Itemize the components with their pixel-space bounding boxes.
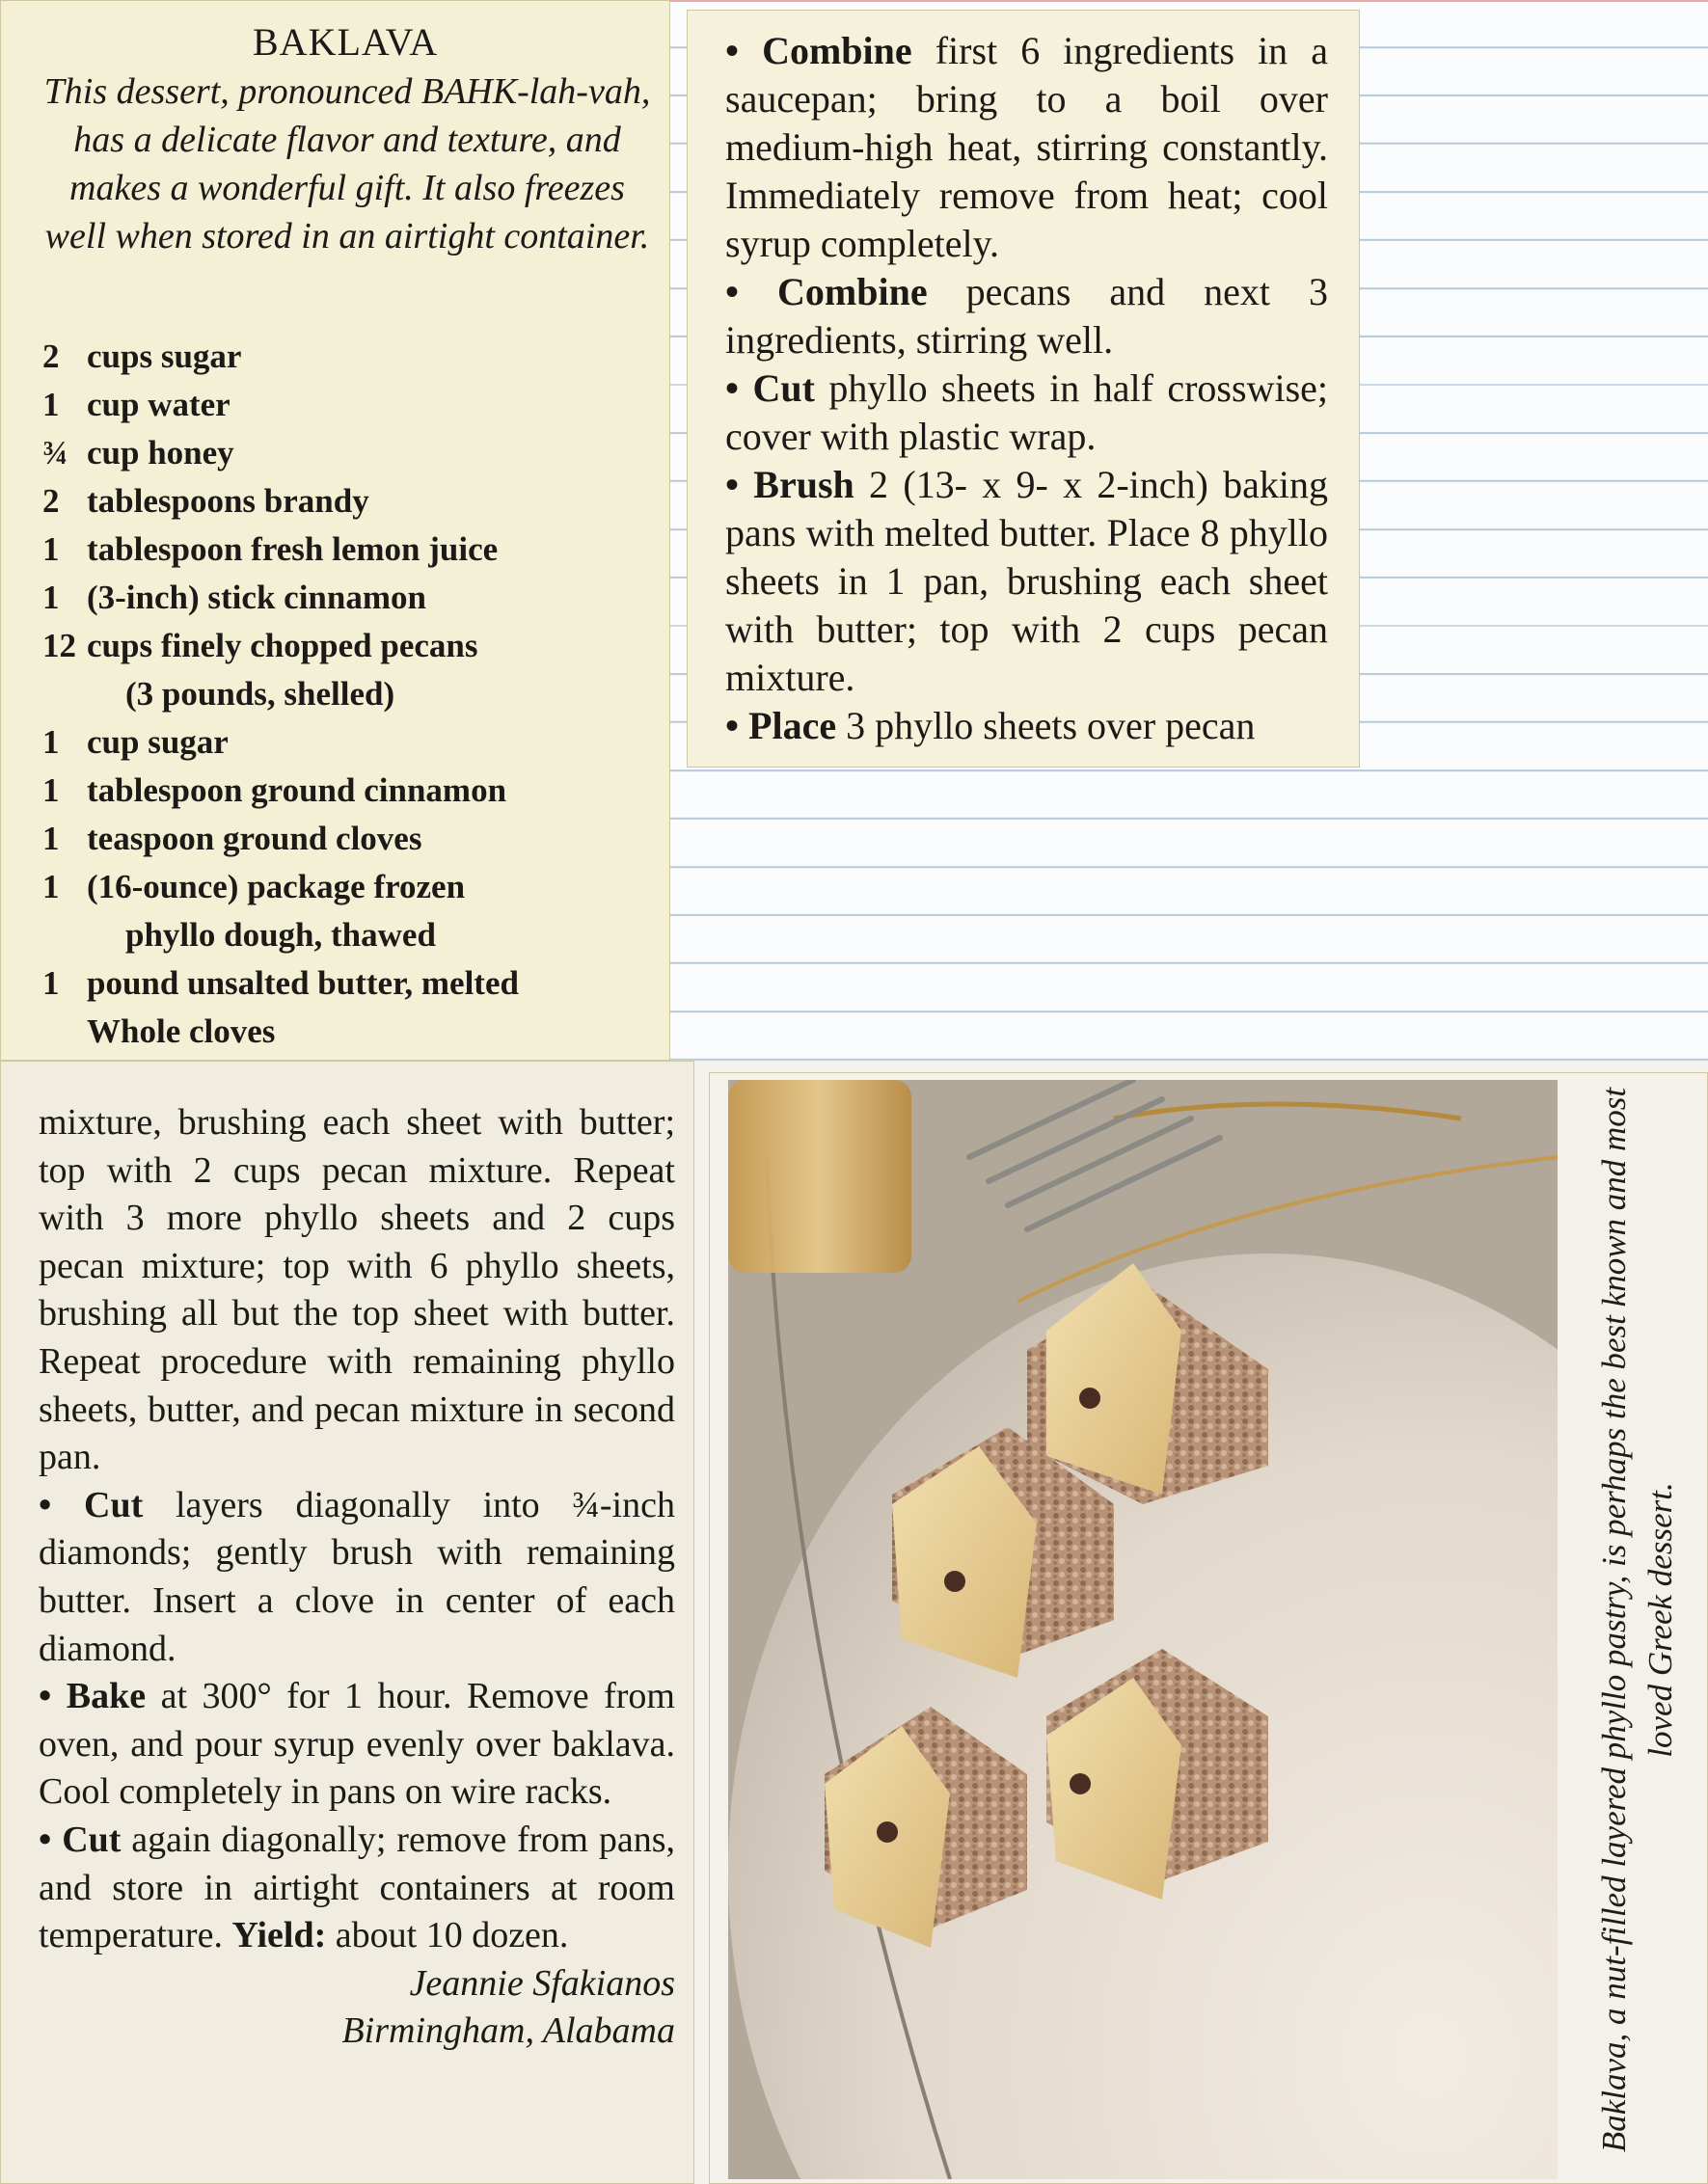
ingredient-list — [42, 333, 660, 1056]
step-item — [725, 27, 1328, 268]
clipping-ingredients — [0, 0, 670, 1061]
ingredient-item — [42, 622, 660, 718]
step-verb: Brush — [753, 463, 854, 506]
ingredient-qty: 1 — [42, 964, 60, 1002]
ingredient-text: cups sugar — [87, 337, 242, 375]
ingredient-qty: 2 — [42, 337, 60, 375]
ingredient-text: tablespoon ground cinnamon — [87, 771, 507, 809]
steps-list-part1 — [725, 27, 1328, 750]
recipe-title: BAKLAVA — [253, 20, 439, 64]
step-item — [39, 1482, 675, 1673]
step-text: again diagonally; remove from pans, and store in airtight containers at room temperature. — [39, 1819, 676, 1956]
recipe-intro: This dessert, pronounced BAHK-lah-vah, has a delicate flavor and texture, and makes a wonderful gift. It also freezes well when stored in an airtight container. — [43, 71, 651, 256]
step-item — [725, 702, 1328, 750]
ingredient-text: cups finely chopped pecans — [87, 627, 478, 664]
ingredient-item — [42, 333, 660, 381]
ingredient-item — [42, 381, 660, 429]
step-text: pecans and next 3 ingredients, stirring well. — [725, 270, 1328, 362]
ingredient-qty: 1 — [42, 868, 60, 905]
baklava-photo — [728, 1080, 1558, 2179]
step-verb: Bake — [66, 1676, 147, 1717]
ingredient-qty: 2 — [42, 482, 60, 520]
step-text: 2 (13- x 9- x 2-inch) baking pans with melted butter. Place 8 phyllo sheets in 1 pan, brushing each sheet with butter; top with 2 cups pecan mixture. — [725, 463, 1328, 699]
ingredient-text: teaspoon ground cloves — [87, 820, 422, 857]
steps-list-part2 — [39, 1099, 675, 2056]
step-item — [725, 461, 1328, 702]
bullet-icon: • — [725, 366, 753, 410]
author-location: Birmingham, Alabama — [341, 2010, 675, 2052]
ingredient-qty: 12 — [42, 627, 76, 664]
clipping-steps-part1 — [687, 10, 1360, 768]
step-text: at 300° for 1 hour. Remove from oven, and pour syrup evenly over baklava. Cool completely in pans on wire racks. — [39, 1676, 675, 1813]
step-verb: Combine — [777, 270, 928, 313]
ingredient-item — [42, 1008, 660, 1056]
bullet-icon: • — [725, 704, 749, 747]
bullet-icon: • — [39, 1819, 63, 1860]
step-text: phyllo sheets in half crosswise; cover with plastic wrap. — [725, 366, 1329, 458]
step-verb: Cut — [62, 1819, 122, 1860]
baklava-photo-illustration — [728, 1080, 1558, 2179]
bullet-icon: • — [725, 463, 754, 506]
bullet-icon: • — [39, 1484, 85, 1525]
yield-label: Yield: — [231, 1915, 327, 1956]
clipping-photo — [709, 1072, 1708, 2184]
ingredient-text: tablespoon fresh lemon juice — [87, 530, 499, 568]
ingredient-qty: ¾ — [42, 434, 68, 472]
ingredient-item — [42, 429, 660, 477]
step-text: layers diagonally into ¾-inch diamonds; gently brush with remaining butter. Insert a clove in center of each diamond. — [39, 1484, 675, 1669]
ingredient-item — [42, 718, 660, 767]
ingredient-text: Whole cloves — [87, 1012, 276, 1050]
clipping-steps-part2 — [0, 1061, 694, 2184]
step-item — [725, 364, 1328, 461]
ingredient-text: (3-inch) stick cinnamon — [87, 579, 426, 616]
ingredient-text: cup sugar — [87, 723, 229, 761]
ingredient-text: cup honey — [87, 434, 234, 472]
ingredient-qty: 1 — [42, 530, 60, 568]
ingredient-text: cup water — [87, 386, 230, 423]
ingredient-item — [42, 574, 660, 622]
bullet-icon: • — [725, 270, 777, 313]
ingredient-item — [42, 477, 660, 526]
ingredient-qty: 1 — [42, 820, 60, 857]
step-verb: Place — [748, 704, 837, 747]
step-item — [725, 268, 1328, 364]
step-text: first 6 ingredients in a saucepan; bring to a boil over medium-high heat, stirring constantly. Immediately remove from heat; cool syrup completely. — [725, 29, 1328, 265]
bullet-icon: • — [39, 1676, 67, 1717]
ingredient-item — [42, 767, 660, 815]
step-item — [39, 1817, 675, 2056]
step-verb: Combine — [762, 29, 912, 72]
ingredient-item — [42, 815, 660, 863]
ingredient-text: tablespoons brandy — [87, 482, 369, 520]
step-continued: mixture, brushing each sheet with butter; top with 2 cups pecan mixture. Repeat with 3 more phyllo sheets and 2 cups pecan mixture; top with 6 phyllo sheets, brushing all but the top sheet with butter. Repeat procedure with remaining phyllo sheets, butter, and pecan mixture in second pan. — [39, 1102, 675, 1478]
ingredient-continuation: phyllo dough, thawed — [125, 916, 436, 954]
yield-value: about 10 dozen. — [326, 1915, 569, 1956]
step-verb: Cut — [84, 1484, 144, 1525]
photo-caption-text: Baklava, a nut-filled layered phyllo pastry, is perhaps the best known and most loved Greek dessert. — [1595, 1087, 1679, 2153]
author-name: Jeannie Sfakianos — [409, 1962, 675, 2004]
step-verb: Cut — [752, 366, 815, 410]
step-item — [39, 1673, 675, 1817]
ingredient-qty: 1 — [42, 723, 60, 761]
recipe-byline — [39, 1960, 675, 2056]
ingredient-item — [42, 526, 660, 574]
ingredient-qty: 1 — [42, 386, 60, 423]
ingredient-item — [42, 959, 660, 1008]
step-text: 3 phyllo sheets over pecan — [836, 704, 1256, 747]
ingredient-qty: 1 — [42, 771, 60, 809]
ingredient-qty: 1 — [42, 579, 60, 616]
ingredient-item — [42, 863, 660, 959]
photo-caption — [1562, 1080, 1697, 2174]
ingredient-continuation: (3 pounds, shelled) — [125, 675, 395, 713]
ingredient-text: (16-ounce) package frozen — [87, 868, 466, 905]
ingredient-text: pound unsalted butter, melted — [87, 964, 519, 1002]
bullet-icon: • — [725, 29, 763, 72]
